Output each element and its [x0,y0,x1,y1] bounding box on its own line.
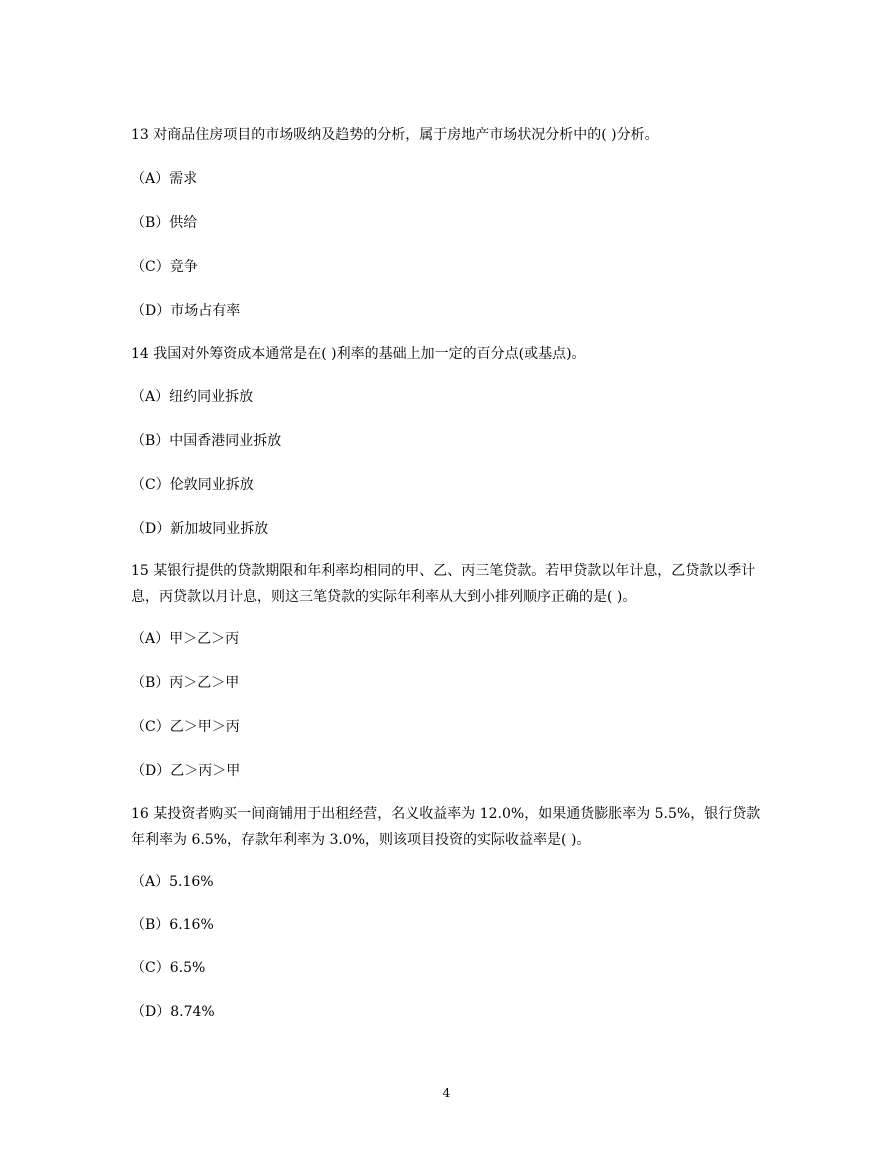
question-16-text: 16 某投资者购买一间商铺用于出租经营，名义收益率为 12.0%，如果通货膨胀率为 5.5%，银行贷款年利率为 6.5%，存款年利率为 3.0%，则该项目投资的实际收益率是( )。 [131,806,761,848]
question-16-option-d: （D）8.74% [131,1004,215,1020]
question-15-option-d: （D）乙＞丙＞甲 [131,763,241,779]
question-14-text: 14 我国对外筹资成本通常是在( )利率的基础上加一定的百分点(或基点)。 [131,346,586,362]
question-13-option-a: （A）需求 [131,171,198,187]
question-14-option-b: （B）中国香港同业拆放 [131,433,282,449]
question-14-option-a: （A）纽约同业拆放 [131,389,254,405]
page-number: 4 [442,1086,451,1100]
question-14-option-d: （D）新加坡同业拆放 [131,521,269,537]
question-15-text: 15 某银行提供的贷款期限和年利率均相同的甲、乙、丙三笔贷款。若甲贷款以年计息，乙贷款以季计息，丙贷款以月计息，则这三笔贷款的实际年利率从大到小排列顺序正确的是( )。 [131,563,756,605]
question-15-option-a: （A）甲＞乙＞丙 [131,631,240,647]
question-14-option-c: （C）伦敦同业拆放 [131,477,254,493]
question-15-option-c: （C）乙＞甲＞丙 [131,719,240,735]
question-13-option-b: （B）供给 [131,215,198,231]
question-16-option-a: （A）5.16% [131,874,214,890]
question-13-option-d: （D）市场占有率 [131,303,241,319]
question-13-option-c: （C）竞争 [131,259,198,275]
question-16-option-c: （C）6.5% [131,960,206,976]
question-15-option-b: （B）丙＞乙＞甲 [131,675,240,691]
question-16-option-b: （B）6.16% [131,917,214,933]
question-13-text: 13 对商品住房项目的市场吸纳及趋势的分析，属于房地产市场状况分析中的( )分析。 [131,127,659,143]
